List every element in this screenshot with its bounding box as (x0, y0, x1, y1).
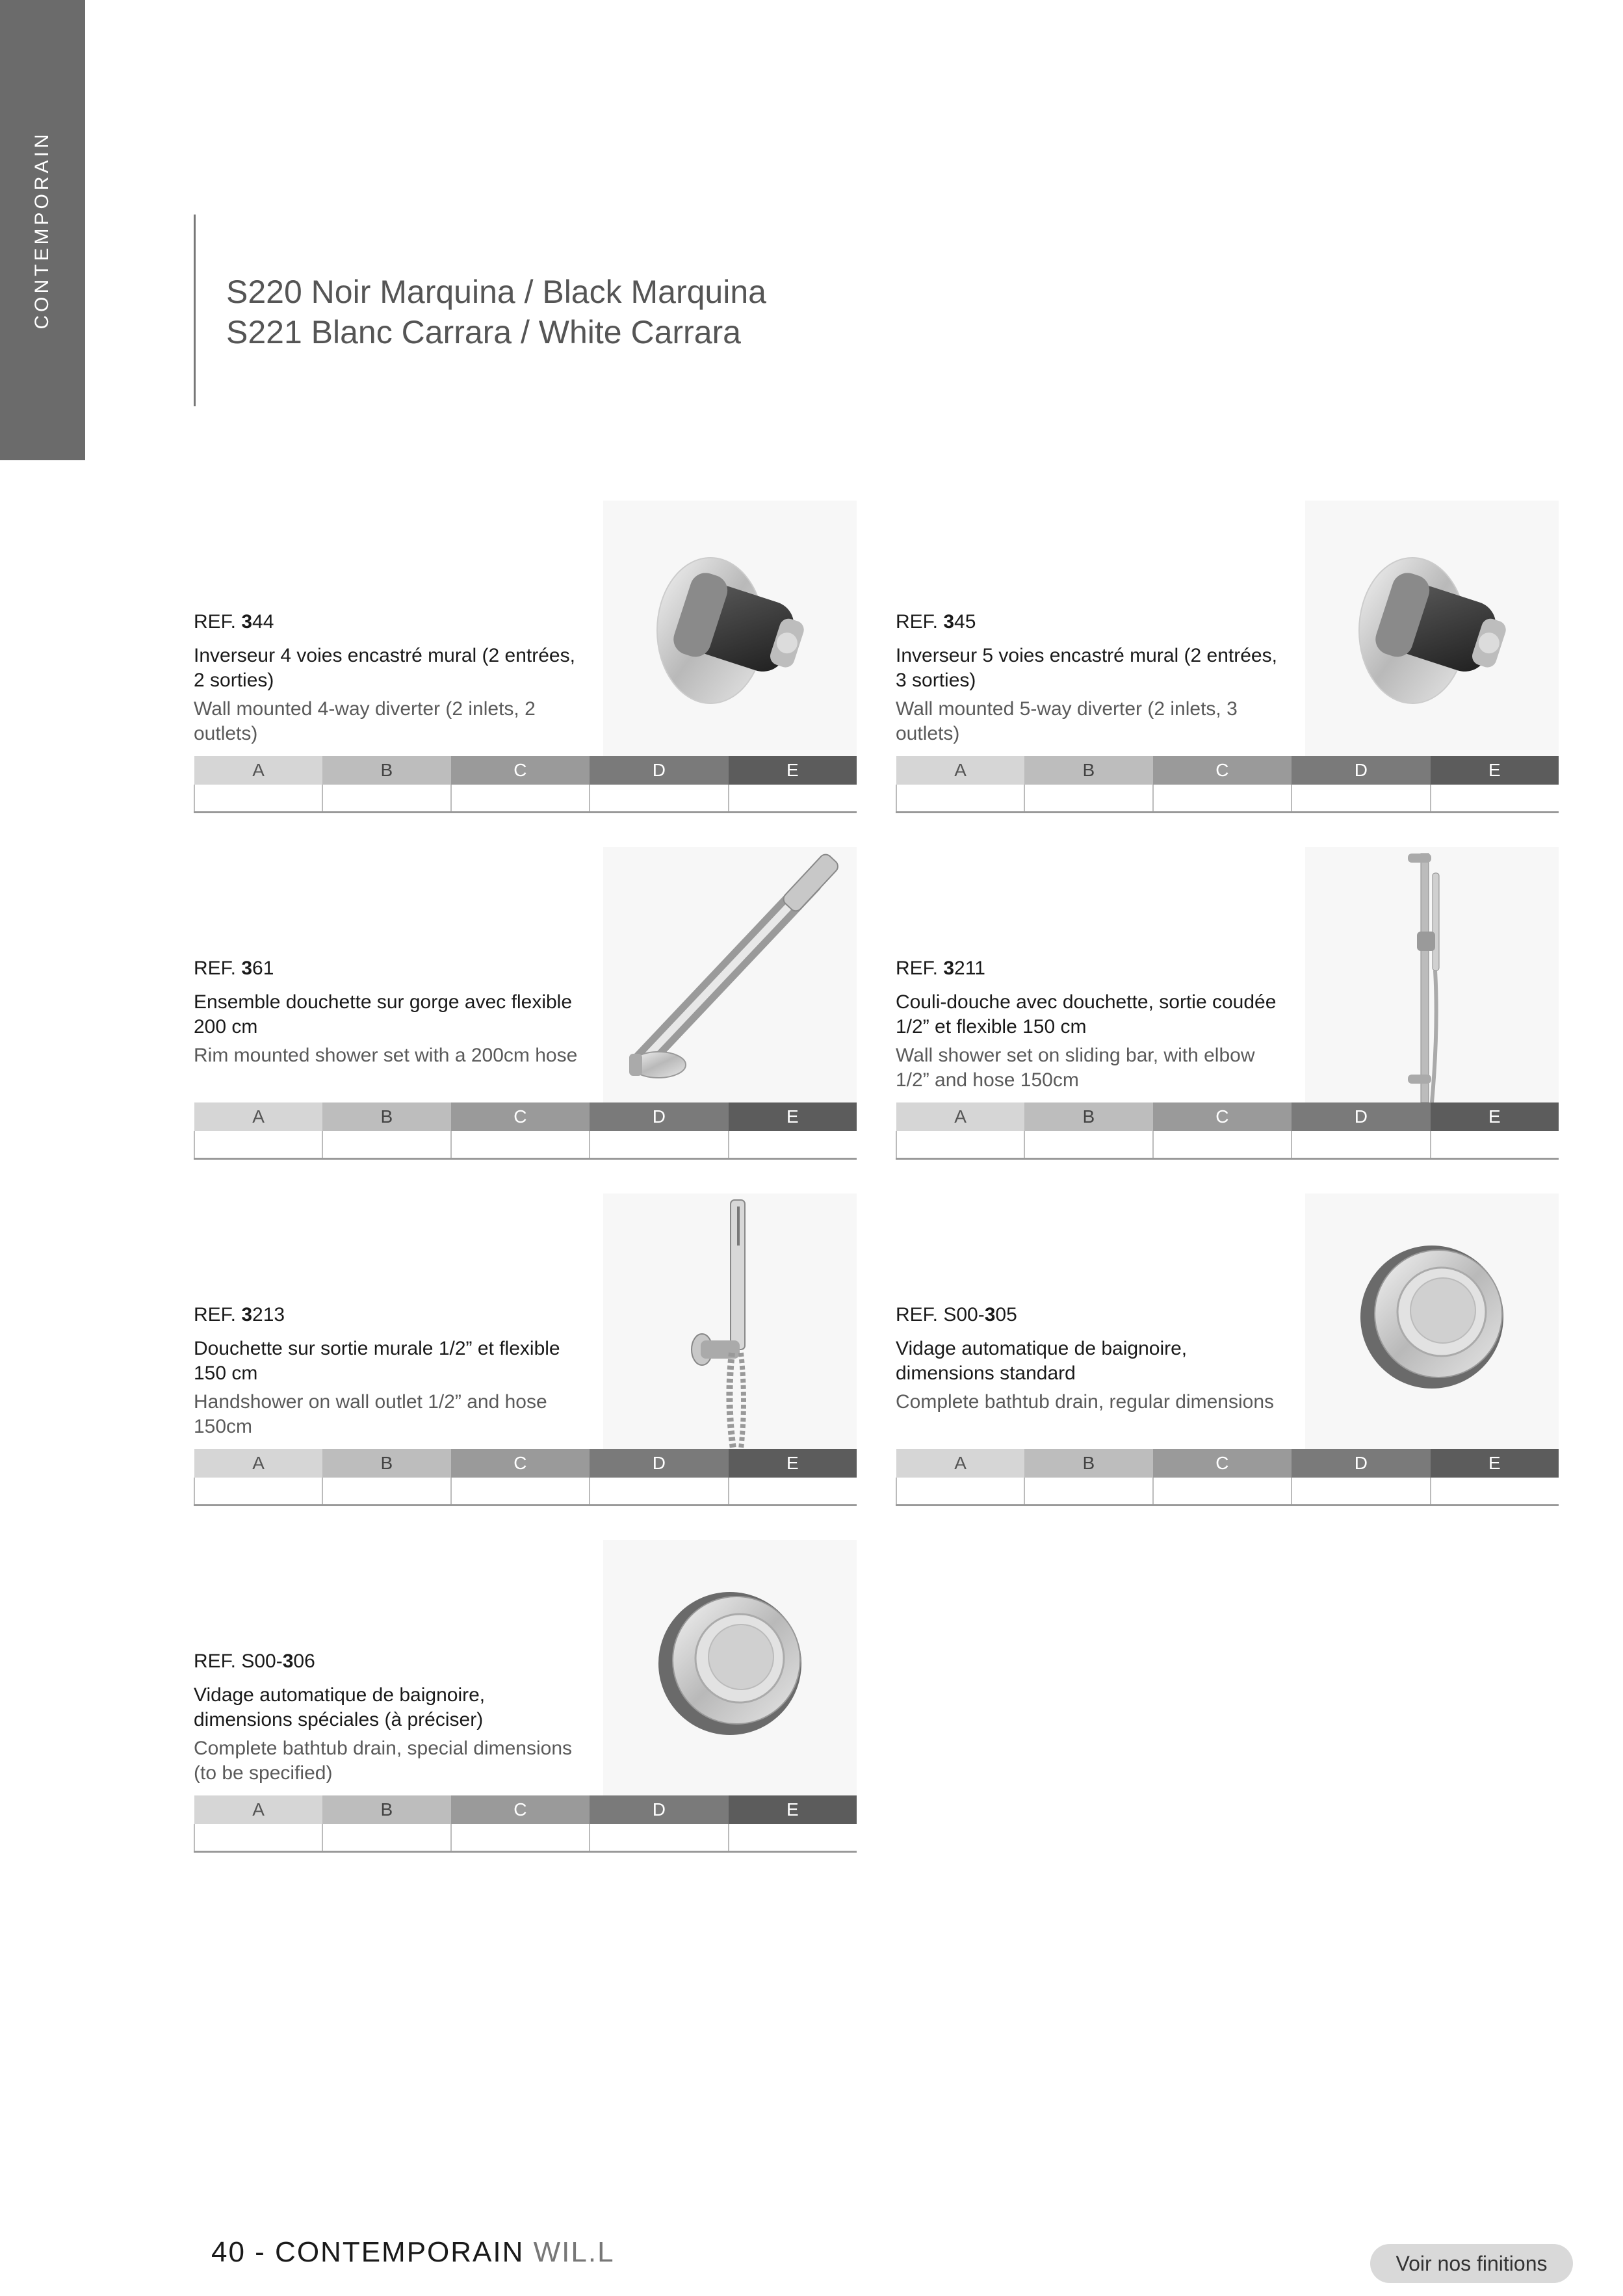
dimensions-table (194, 1795, 857, 1853)
dimensions-table (194, 1449, 857, 1506)
dimensions-table (896, 756, 1559, 813)
sliding-bar-icon (1305, 847, 1559, 1102)
product-image (1305, 501, 1559, 756)
product-description-en: Rim mounted shower set with a 200cm hose (194, 1045, 578, 1066)
dimensions-table (194, 1102, 857, 1160)
table-cell (729, 1478, 857, 1506)
product-description-en: Wall mounted 4-way diverter (2 inlets, 2 outlets) (194, 698, 536, 744)
column-a-header: A (896, 1102, 1024, 1131)
column-a-header: A (194, 756, 322, 785)
table-cell (1024, 1478, 1152, 1506)
product-ref: REF. S00-305 (896, 1304, 1017, 1325)
column-e-header: E (1431, 756, 1559, 785)
product-image (603, 847, 857, 1102)
column-e-header: E (1431, 1102, 1559, 1131)
table-cell (729, 1131, 857, 1159)
table-cell (590, 785, 729, 813)
bathtub-drain-icon (603, 1540, 857, 1795)
table-cell (590, 1824, 729, 1852)
product-image (603, 1194, 857, 1449)
column-a-header: A (896, 756, 1024, 785)
product-description-fr: Douchette sur sortie murale 1/2” et flexible 150 cm (194, 1338, 560, 1384)
product-description-fr: Vidage automatique de baignoire, dimensions standard (896, 1338, 1188, 1384)
column-d-header: D (590, 1449, 729, 1478)
column-c-header: C (451, 756, 590, 785)
table-row (194, 785, 857, 813)
table-cell (194, 785, 322, 813)
table-cell (451, 1824, 590, 1852)
column-e-header: E (729, 756, 857, 785)
table-cell (451, 785, 590, 813)
table-cell (1153, 785, 1292, 813)
column-c-header: C (1153, 1449, 1292, 1478)
table-cell (896, 785, 1024, 813)
column-a-header: A (194, 1102, 322, 1131)
product-description-fr: Inverseur 5 voies encastré mural (2 entrées, 3 sorties) (896, 645, 1277, 691)
table-row (194, 1478, 857, 1506)
column-b-header: B (322, 1449, 450, 1478)
product-description-fr: Inverseur 4 voies encastré mural (2 entrées, 2 sorties) (194, 645, 575, 691)
table-cell (194, 1478, 322, 1506)
rim-shower-icon (603, 847, 857, 1102)
sidebar-label: CONTEMPORAIN (31, 131, 53, 330)
product-card (194, 1194, 857, 1519)
column-c-header: C (451, 1795, 590, 1824)
table-cell (1292, 1478, 1431, 1506)
product-ref: REF. 361 (194, 958, 274, 979)
column-d-header: D (1292, 1449, 1431, 1478)
product-card (896, 1194, 1559, 1519)
table-cell (590, 1478, 729, 1506)
table-row (194, 1131, 857, 1159)
product-description-en: Complete bathtub drain, regular dimensions (896, 1391, 1274, 1413)
product-card (194, 1540, 857, 1865)
table-row (896, 1131, 1559, 1159)
product-ref: REF. 3213 (194, 1304, 285, 1325)
column-d-header: D (590, 1102, 729, 1131)
column-c-header: C (1153, 756, 1292, 785)
table-cell (451, 1131, 590, 1159)
sidebar-tab (0, 0, 85, 460)
column-d-header: D (1292, 1102, 1431, 1131)
product-ref: REF. 3211 (896, 958, 985, 979)
column-a-header: A (194, 1449, 322, 1478)
product-image (1305, 1194, 1559, 1449)
product-description-fr: Vidage automatique de baignoire, dimensions spéciales (à préciser) (194, 1684, 486, 1730)
dimensions-table (896, 1102, 1559, 1160)
column-c-header: C (451, 1449, 590, 1478)
table-cell (1024, 785, 1152, 813)
page-title-line2: S221 Blanc Carrara / White Carrara (226, 314, 741, 350)
product-image (603, 501, 857, 756)
table-cell (194, 1824, 322, 1852)
diverter-black-handle-icon (603, 501, 857, 756)
handshower-icon (603, 1194, 857, 1449)
table-cell (729, 1824, 857, 1852)
diverter-black-handle-icon (1305, 501, 1559, 756)
product-card (194, 847, 857, 1172)
table-cell (451, 1478, 590, 1506)
product-description-fr: Couli-douche avec douchette, sortie coudée 1/2” et flexible 150 cm (896, 991, 1277, 1037)
column-d-header: D (590, 1795, 729, 1824)
table-row (896, 785, 1559, 813)
table-cell (896, 1478, 1024, 1506)
column-a-header: A (194, 1795, 322, 1824)
table-row (194, 1824, 857, 1852)
table-cell (1292, 1131, 1431, 1159)
product-description-en: Handshower on wall outlet 1/2” and hose 150cm (194, 1391, 547, 1437)
column-c-header: C (1153, 1102, 1292, 1131)
product-image (603, 1540, 857, 1795)
table-cell (322, 1131, 450, 1159)
table-cell (1292, 785, 1431, 813)
table-cell (1431, 1478, 1559, 1506)
table-cell (1153, 1478, 1292, 1506)
table-cell (322, 1478, 450, 1506)
product-description-en: Wall mounted 5-way diverter (2 inlets, 3 outlets) (896, 698, 1238, 744)
title-divider (194, 215, 196, 406)
table-cell (322, 1824, 450, 1852)
table-cell (729, 785, 857, 813)
product-description-en: Wall shower set on sliding bar, with elbow 1/2” and hose 150cm (896, 1045, 1255, 1091)
column-a-header: A (896, 1449, 1024, 1478)
table-cell (590, 1131, 729, 1159)
product-image (1305, 847, 1559, 1102)
product-ref: REF. S00-306 (194, 1650, 315, 1672)
table-row (896, 1478, 1559, 1506)
column-c-header: C (451, 1102, 590, 1131)
column-e-header: E (729, 1449, 857, 1478)
table-cell (1153, 1131, 1292, 1159)
dimensions-table (194, 756, 857, 813)
column-b-header: B (1024, 756, 1152, 785)
table-cell (194, 1131, 322, 1159)
table-cell (322, 785, 450, 813)
product-description-fr: Ensemble douchette sur gorge avec flexible 200 cm (194, 991, 573, 1037)
column-e-header: E (729, 1102, 857, 1131)
page-number-label: 40 - CONTEMPORAIN (211, 2236, 525, 2268)
column-e-header: E (1431, 1449, 1559, 1478)
page-footer (211, 2236, 615, 2269)
product-card (896, 501, 1559, 826)
dimensions-table (896, 1449, 1559, 1506)
column-b-header: B (322, 1102, 450, 1131)
product-card (194, 501, 857, 826)
product-description-en: Complete bathtub drain, special dimensions (to be specified) (194, 1738, 572, 1784)
table-cell (896, 1131, 1024, 1159)
product-ref: REF. 345 (896, 611, 976, 633)
column-b-header: B (322, 1795, 450, 1824)
bathtub-drain-icon (1305, 1194, 1559, 1449)
column-e-header: E (729, 1795, 857, 1824)
view-finishes-button[interactable]: Voir nos finitions (1370, 2244, 1573, 2283)
table-cell (1431, 1131, 1559, 1159)
page-title-line1: S220 Noir Marquina / Black Marquina (226, 274, 766, 310)
column-b-header: B (1024, 1102, 1152, 1131)
brand-name: WIL.L (524, 2236, 615, 2268)
table-cell (1024, 1131, 1152, 1159)
column-b-header: B (322, 756, 450, 785)
column-b-header: B (1024, 1449, 1152, 1478)
column-d-header: D (1292, 756, 1431, 785)
table-cell (1431, 785, 1559, 813)
product-ref: REF. 344 (194, 611, 274, 633)
product-card (896, 847, 1559, 1172)
column-d-header: D (590, 756, 729, 785)
